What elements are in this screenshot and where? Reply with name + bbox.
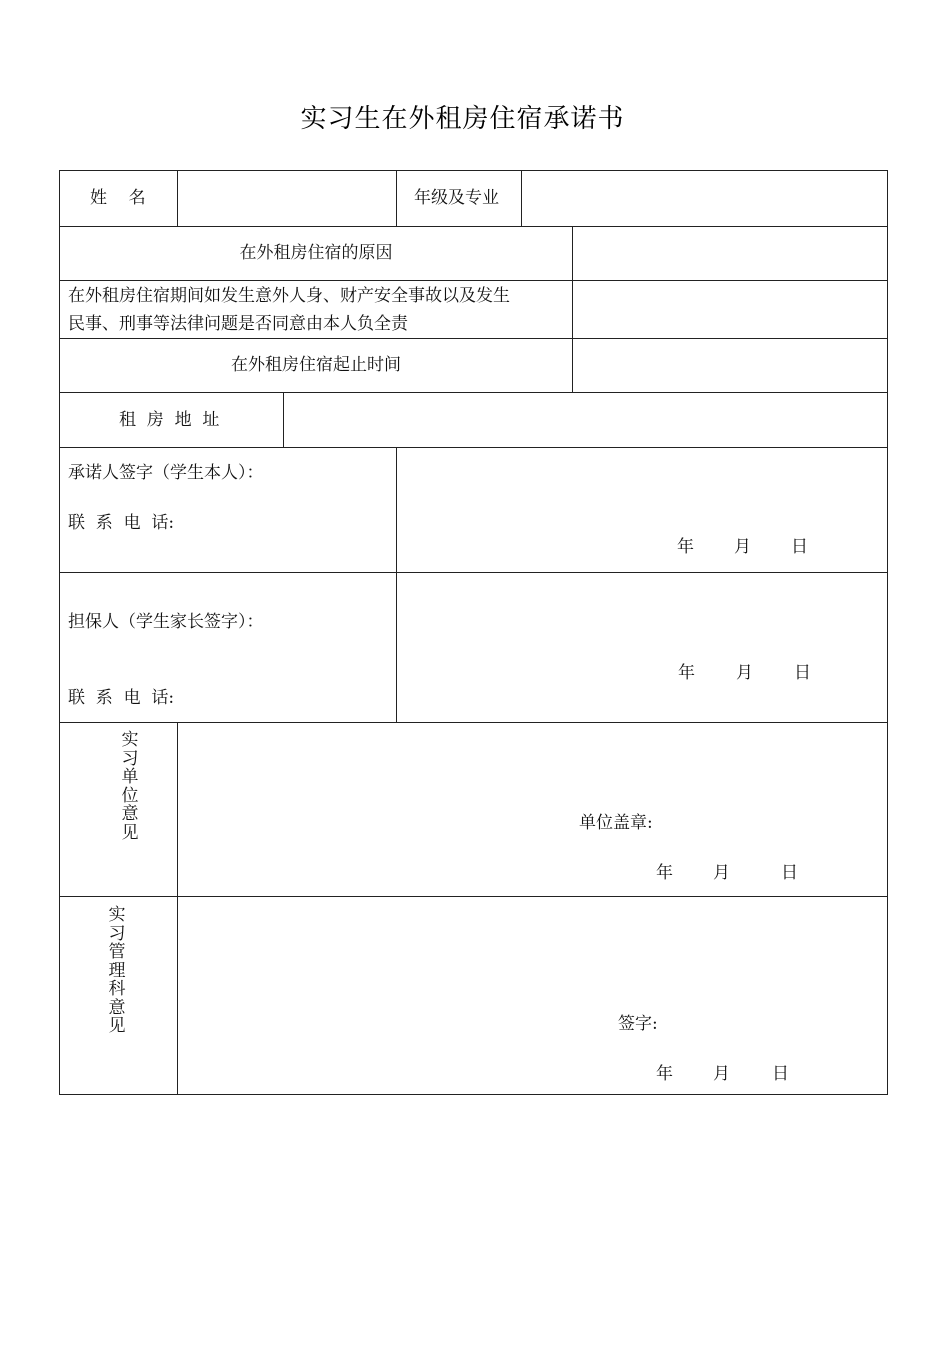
internship-office-opinion-label: 实习管理科意见 xyxy=(108,905,126,1036)
pledger-signature-label: 承诺人签字（学生本人）： xyxy=(68,463,264,483)
address-label: 租 房 地 址 xyxy=(119,410,220,430)
period-label: 在外租房住宿起止时间 xyxy=(231,355,401,375)
name-label: 姓 名 xyxy=(90,188,146,208)
col-divider xyxy=(396,171,397,226)
reason-label: 在外租房住宿的原因 xyxy=(239,243,393,263)
unit-day-label: 日 xyxy=(781,863,798,883)
pledger-year-label: 年 xyxy=(677,537,694,557)
guarantor-phone-label: 联 系 电 话: xyxy=(68,688,175,708)
guarantor-year-label: 年 xyxy=(678,663,695,683)
pledger-phone-label: 联 系 电 话: xyxy=(68,513,175,533)
office-sign-label: 签字: xyxy=(618,1014,658,1034)
responsibility-text-line1: 在外租房住宿期间如发生意外人身、财产安全事故以及发生 xyxy=(68,286,510,306)
pledger-month-label: 月 xyxy=(734,537,751,557)
guarantor-signature-field[interactable] xyxy=(397,573,888,722)
responsibility-text-line2: 民事、刑事等法律问题是否同意由本人负全责 xyxy=(68,314,408,334)
guarantor-month-label: 月 xyxy=(736,663,753,683)
unit-seal-label: 单位盖章: xyxy=(579,813,653,833)
unit-year-label: 年 xyxy=(656,863,673,883)
office-month-label: 月 xyxy=(713,1064,730,1084)
name-field[interactable] xyxy=(178,171,396,226)
pledger-signature-field[interactable] xyxy=(397,448,888,572)
guarantor-signature-label: 担保人（学生家长签字）： xyxy=(68,612,264,632)
grade-major-label: 年级及专业 xyxy=(414,188,499,208)
unit-month-label: 月 xyxy=(713,863,730,883)
pledger-day-label: 日 xyxy=(791,537,808,557)
guarantor-day-label: 日 xyxy=(794,663,811,683)
internship-unit-opinion-label: 实习单位意见 xyxy=(121,730,139,843)
responsibility-field[interactable] xyxy=(573,281,888,338)
office-day-label: 日 xyxy=(772,1064,789,1084)
address-field[interactable] xyxy=(284,393,888,447)
pledge-form-table xyxy=(59,170,888,1095)
page-title: 实习生在外租房住宿承诺书 xyxy=(300,104,625,134)
grade-major-field[interactable] xyxy=(522,171,888,226)
office-year-label: 年 xyxy=(656,1064,673,1084)
reason-field[interactable] xyxy=(573,227,888,280)
period-field[interactable] xyxy=(573,339,888,392)
